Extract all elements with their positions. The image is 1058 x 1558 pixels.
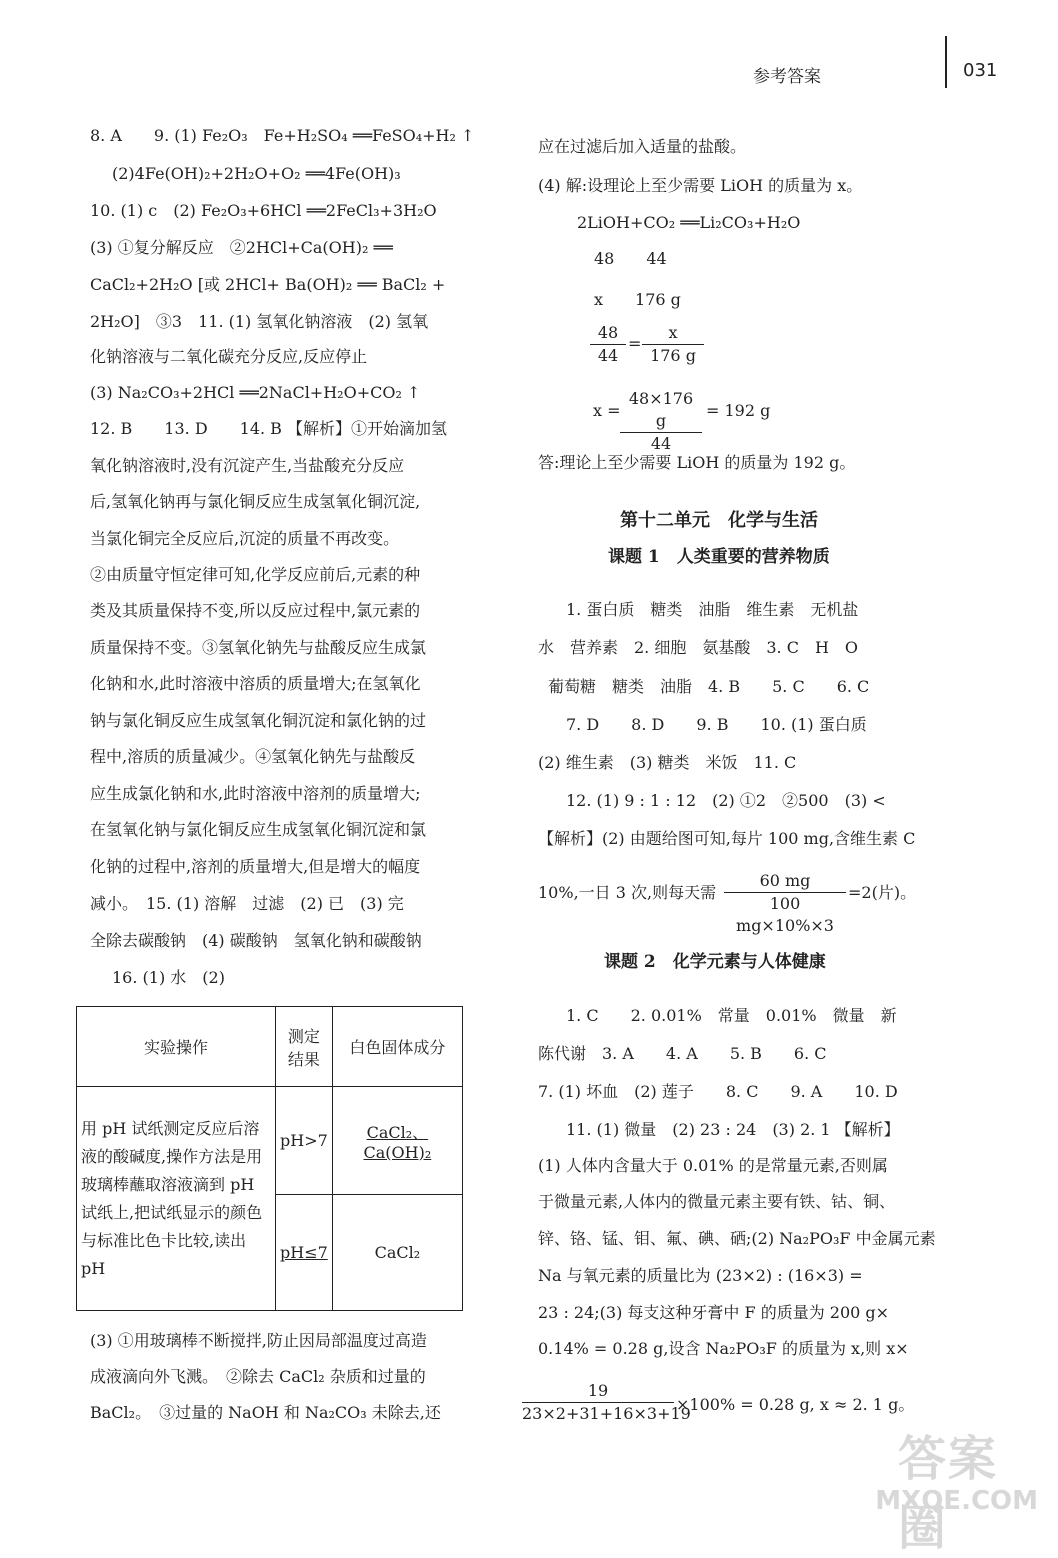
table-result-cell: pH≤7 bbox=[276, 1195, 333, 1311]
equation-prefix: 10%,一日 3 次,则每天需 bbox=[538, 883, 717, 902]
answer-line: (2)4Fe(OH)₂+2H₂O+O₂ ══4Fe(OH)₃ bbox=[112, 164, 401, 183]
answer-line: 23 : 24;(3) 每支这种牙膏中 F 的质量为 200 g× bbox=[538, 1303, 890, 1322]
answer-line: 11. (1) 微量 (2) 23 : 24 (3) 2. 1 【解析】 bbox=[566, 1120, 900, 1139]
watermark-url: MXQE.COM bbox=[875, 1486, 1038, 1516]
fraction-numerator: x bbox=[642, 322, 704, 345]
header-label: 参考答案 bbox=[753, 67, 821, 87]
fraction-numerator: 60 mg bbox=[724, 870, 846, 893]
answer-line: 全除去碳酸钠 (4) 碳酸钠 氢氧化钠和碳酸钠 bbox=[90, 931, 422, 950]
answer-line: 程中,溶质的质量减少。④氢氧化钠先与盐酸反 bbox=[90, 747, 416, 766]
header-rule bbox=[945, 36, 947, 88]
answer-line: 1. 蛋白质 糖类 油脂 维生素 无机盐 bbox=[566, 600, 859, 619]
answer-conclusion: 答:理论上至少需要 LiOH 的质量为 192 g。 bbox=[538, 453, 856, 472]
equation-suffix: = 192 g bbox=[706, 401, 771, 420]
answer-line: 当氯化铜完全反应后,沉淀的质量不再改变。 bbox=[90, 529, 400, 548]
table-header-operation: 实验操作 bbox=[77, 1007, 276, 1087]
answer-line: 16. (1) 水 (2) bbox=[112, 968, 225, 987]
formula-line: 48 44 bbox=[594, 249, 667, 268]
experiment-table bbox=[76, 1006, 463, 1311]
answer-line: 水 营养素 2. 细胞 氨基酸 3. C H O bbox=[538, 638, 859, 657]
answer-line: (4) 解:设理论上至少需要 LiOH 的质量为 x。 bbox=[538, 176, 863, 195]
answer-line: (3) ①用玻璃棒不断搅拌,防止因局部温度过高造 bbox=[90, 1331, 427, 1350]
answer-line: 钠与氯化铜反应生成氢氧化铜沉淀和氯化钠的过 bbox=[90, 711, 427, 730]
answer-line: 应生成氯化钠和水,此时溶液中溶剂的质量增大; bbox=[90, 784, 421, 803]
lesson-title: 课题 2 化学元素与人体健康 bbox=[604, 952, 826, 972]
table-header-result: 测定结果 bbox=[276, 1007, 333, 1087]
answer-line: 12. B 13. D 14. B 【解析】①开始滴加氢 bbox=[90, 419, 448, 438]
watermark-logo-text: 答案圈 bbox=[898, 1431, 999, 1556]
watermark bbox=[875, 1420, 1038, 1556]
answer-line: 于微量元素,人体内的微量元素主要有铁、钴、铜、 bbox=[538, 1192, 896, 1211]
fraction-denominator: 44 bbox=[650, 434, 672, 453]
answer-line: 锌、铬、锰、钼、氟、碘、硒;(2) Na₂PO₃F 中金属元素 bbox=[538, 1229, 936, 1248]
answer-line: 1. C 2. 0.01% 常量 0.01% 微量 新 bbox=[566, 1006, 897, 1025]
answer-line: BaCl₂。 ③过量的 NaOH 和 Na₂CO₃ 未除去,还 bbox=[90, 1403, 441, 1422]
equals-sign: = bbox=[628, 334, 642, 353]
answer-line: 氧化钠溶液时,没有沉淀产生,当盐酸充分反应 bbox=[90, 456, 405, 475]
table-solid-cell: CaCl₂ bbox=[332, 1195, 462, 1311]
fraction-numerator: 48×176 g bbox=[620, 388, 702, 433]
answer-line: 【解析】(2) 由题给图可知,每片 100 mg,含维生素 C bbox=[538, 829, 916, 848]
answer-line: 后,氢氧化钠再与氯化铜反应生成氢氧化铜沉淀, bbox=[90, 492, 421, 511]
answer-line: 陈代谢 3. A 4. A 5. B 6. C bbox=[538, 1044, 827, 1063]
table-solid-cell: CaCl₂、Ca(OH)₂ bbox=[332, 1087, 462, 1195]
answer-line: 2H₂O] ③3 11. (1) 氢氧化钠溶液 (2) 氢氧 bbox=[90, 312, 429, 331]
answer-line: 葡萄糖 糖类 油脂 4. B 5. C 6. C bbox=[548, 677, 870, 696]
fraction-denominator: 23×2+31+16×3+19 bbox=[522, 1404, 691, 1423]
fraction-numerator: 19 bbox=[522, 1380, 674, 1403]
formula-line: 2LiOH+CO₂ ══Li₂CO₃+H₂O bbox=[577, 213, 801, 232]
equation-prefix: x = bbox=[593, 401, 621, 420]
answer-line: 化钠的过程中,溶剂的质量增大,但是增大的幅度 bbox=[90, 857, 421, 876]
answer-line: 在氢氧化钠与氯化铜反应生成氢氧化铜沉淀和氯 bbox=[90, 820, 427, 839]
answer-line: (3) ①复分解反应 ②2HCl+Ca(OH)₂ ══ bbox=[90, 238, 393, 257]
answer-line: 减小。 15. (1) 溶解 过滤 (2) 已 (3) 完 bbox=[90, 894, 404, 913]
formula-line: x 176 g bbox=[594, 290, 681, 309]
answer-line: ②由质量守恒定律可知,化学反应前后,元素的种 bbox=[90, 565, 421, 584]
table-header-solid: 白色固体成分 bbox=[332, 1007, 462, 1087]
answer-line: 类及其质量保持不变,所以反应过程中,氯元素的 bbox=[90, 601, 421, 620]
fraction-denominator: 176 g bbox=[650, 346, 696, 365]
answer-line: CaCl₂+2H₂O [或 2HCl+ Ba(OH)₂ ══ BaCl₂ + bbox=[90, 275, 446, 294]
fraction-denominator: 100 mg×10%×3 bbox=[736, 894, 834, 935]
answer-line: 8. A 9. (1) Fe₂O₃ Fe+H₂SO₄ ══FeSO₄+H₂ ↑ bbox=[90, 126, 475, 145]
equation-suffix: ×100% = 0.28 g, x ≈ 2. 1 g。 bbox=[676, 1395, 915, 1414]
answer-line: Na 与氧元素的质量比为 (23×2) : (16×3) = bbox=[538, 1266, 863, 1285]
answer-line: (2) 维生素 (3) 糖类 米饭 11. C bbox=[538, 753, 797, 772]
lesson-title: 课题 1 人类重要的营养物质 bbox=[608, 547, 830, 567]
fraction-numerator: 48 bbox=[590, 322, 626, 345]
answer-line: 12. (1) 9 : 1 : 12 (2) ①2 ②500 (3) < bbox=[566, 791, 886, 810]
answer-line: 应在过滤后加入适量的盐酸。 bbox=[538, 137, 747, 156]
table-result-cell: pH>7 bbox=[276, 1087, 333, 1195]
answer-line: (3) Na₂CO₃+2HCl ══2NaCl+H₂O+CO₂ ↑ bbox=[90, 383, 421, 402]
answer-line: 质量保持不变。③氢氧化钠先与盐酸反应生成氯 bbox=[90, 638, 427, 657]
answer-line: 化钠溶液与二氧化碳充分反应,反应停止 bbox=[90, 347, 368, 366]
answer-line: 化钠和水,此时溶液中溶质的质量增大;在氢氧化 bbox=[90, 674, 421, 693]
unit-title: 第十二单元 化学与生活 bbox=[620, 510, 818, 531]
answer-line: 7. (1) 坏血 (2) 莲子 8. C 9. A 10. D bbox=[538, 1082, 898, 1101]
table-operation-cell: 用 pH 试纸测定反应后溶液的酸碱度,操作方法是用玻璃棒蘸取溶液滴到 pH 试纸上,把试纸显示的颜色与标准比色卡比较,读出 pH bbox=[77, 1087, 276, 1311]
page-number: 031 bbox=[963, 60, 998, 81]
answer-line: (1) 人体内含量大于 0.01% 的是常量元素,否则属 bbox=[538, 1156, 888, 1175]
answer-line: 成液滴向外飞溅。 ②除去 CaCl₂ 杂质和过量的 bbox=[90, 1367, 426, 1386]
answer-line: 0.14% = 0.28 g,设含 Na₂PO₃F 的质量为 x,则 x× bbox=[538, 1339, 909, 1358]
fraction-denominator: 44 bbox=[597, 346, 619, 365]
equation-suffix: =2(片)。 bbox=[848, 883, 917, 902]
answer-line: 7. D 8. D 9. B 10. (1) 蛋白质 bbox=[566, 715, 867, 734]
answer-line: 10. (1) c (2) Fe₂O₃+6HCl ══2FeCl₃+3H₂O bbox=[90, 201, 437, 220]
